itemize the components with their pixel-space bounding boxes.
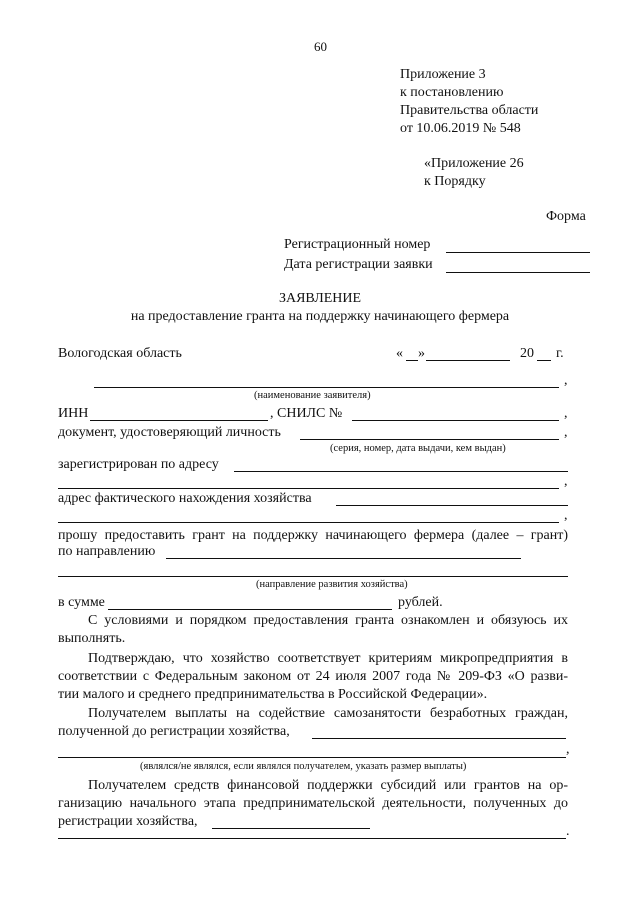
applicant-hint: (наименование заявителя) [254,390,371,401]
actual-address-comma: , [564,508,568,523]
paragraph-3-line-1: Получателем выплаты на содействие самозанятости безработных граждан, [88,706,568,721]
form-label: Форма [546,209,586,224]
appendix-line-2: к постановлению [400,85,504,100]
financial-support-period: . [566,824,570,839]
self-employment-comma: , [566,742,570,757]
date-day-field[interactable] [406,360,418,361]
sum-field[interactable] [108,609,392,610]
snils-field[interactable] [352,420,559,421]
appendix-inner-line-2: к Порядку [424,174,486,189]
applicant-comma: , [564,373,568,388]
registration-number-field[interactable] [446,252,590,253]
paragraph-2-line-2: соответствии с Федеральным законом от 24 июля 2007 года № 209-ФЗ «О разви- [58,669,568,684]
paragraph-1-line-2: выполнять. [58,631,126,646]
paragraph-4-line-3: регистрации хозяйства, [58,814,198,829]
financial-support-field-2[interactable] [58,838,566,839]
self-employment-field-2[interactable] [58,757,566,758]
direction-field-2[interactable] [58,576,568,577]
applicant-name-field[interactable] [94,387,559,388]
self-employment-field[interactable] [312,738,566,739]
paragraph-2-line-3: тии малого и среднего предпринимательства в Российской Федерации». [58,687,488,702]
registered-address-comma: , [564,474,568,489]
date-close-quote: » [418,346,425,361]
actual-address-label: адрес фактического нахождения хозяйства [58,491,312,506]
direction-label: по направлению [58,544,156,559]
region-label: Вологодская область [58,346,182,361]
request-text: прошу предоставить грант на поддержку начинающего фермера (далее – грант) [58,528,568,543]
id-document-comma: , [564,425,568,440]
appendix-line-3: Правительства области [400,103,539,118]
year-prefix: 20 [520,346,534,361]
paragraph-4-line-1: Получателем средств финансовой поддержки субсидий или грантов на ор- [88,778,568,793]
page-number: 60 [314,39,327,54]
registered-address-field[interactable] [234,471,568,472]
inn-field[interactable] [90,420,268,421]
id-document-field[interactable] [300,439,559,440]
sum-label: в сумме [58,595,105,610]
financial-support-field[interactable] [212,828,370,829]
document-title: ЗАЯВЛЕНИЕ [278,291,362,306]
date-year-field[interactable] [537,360,551,361]
paragraph-3-line-2: полученной до регистрации хозяйства, [58,724,290,739]
snils-comma: , [564,406,568,421]
registered-address-label: зарегистрирован по адресу [58,457,219,472]
paragraph-1-line-1: С условиями и порядком предоставления гранта ознакомлен и обязуюсь их [88,613,568,628]
appendix-line-1: Приложение 3 [400,67,486,82]
registered-address-field-2[interactable] [58,488,559,489]
date-open-quote: « [396,346,403,361]
id-document-label: документ, удостоверяющий личность [58,425,281,440]
registration-date-label: Дата регистрации заявки [284,257,433,272]
direction-field[interactable] [166,558,521,559]
appendix-inner-line-1: «Приложение 26 [424,156,524,171]
self-employment-hint: (являлся/не являлся, если являлся получателем, указать размер выплаты) [140,761,467,772]
id-document-hint: (серия, номер, дата выдачи, кем выдан) [330,443,506,454]
snils-label: , СНИЛС № [270,406,343,421]
document-subtitle: на предоставление гранта на поддержку начинающего фермера [130,309,510,324]
paragraph-2-line-1: Подтверждаю, что хозяйство соответствует критериям микропредприятия в [88,651,568,666]
registration-date-field[interactable] [446,272,590,273]
appendix-line-4: от 10.06.2019 № 548 [400,121,521,136]
year-suffix: г. [556,346,564,361]
actual-address-field[interactable] [336,505,568,506]
paragraph-4-line-2: ганизацию начального этапа предпринимательской деятельности, полученных до [58,796,568,811]
date-month-field[interactable] [426,360,510,361]
inn-label: ИНН [58,406,89,421]
registration-number-label: Регистрационный номер [284,237,431,252]
sum-unit: рублей. [398,595,443,610]
direction-hint: (направление развития хозяйства) [256,579,408,590]
actual-address-field-2[interactable] [58,522,559,523]
